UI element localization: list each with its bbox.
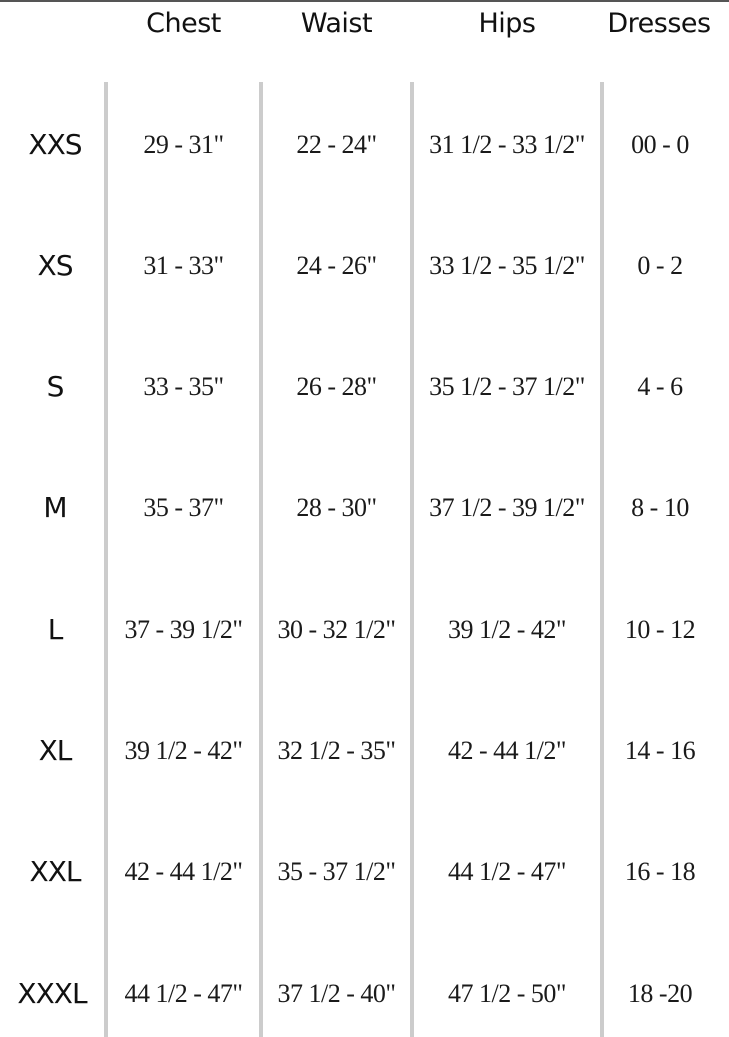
dresses-value: 8 - 10	[631, 493, 689, 522]
chest-value: 44 1/2 - 47"	[124, 979, 243, 1008]
dresses-value: 14 - 16	[624, 736, 696, 765]
header-waist: Waist	[300, 8, 373, 39]
waist-value: 28 - 30"	[296, 493, 377, 522]
waist-value: 30 - 32 1/2"	[277, 615, 396, 644]
size-row-xs	[0, 236, 729, 296]
dresses-value: 00 - 0	[631, 130, 689, 159]
dresses-value: 4 - 6	[637, 372, 683, 401]
size-row-xl	[0, 721, 729, 781]
size-label: L	[47, 613, 63, 646]
hips-value: 47 1/2 - 50"	[448, 979, 566, 1008]
chest-value: 29 - 31"	[143, 130, 224, 159]
chest-value: 37 - 39 1/2"	[124, 615, 243, 644]
chest-value: 31 - 33"	[143, 251, 224, 280]
header-hips: Hips	[478, 8, 536, 39]
waist-value: 24 - 26"	[296, 251, 377, 280]
hips-value: 35 1/2 - 37 1/2"	[429, 372, 585, 401]
size-label: XXXL	[17, 977, 87, 1010]
dresses-value: 18 -20	[627, 979, 693, 1008]
size-label: XXS	[28, 128, 82, 161]
size-row-m	[0, 478, 729, 538]
waist-value: 22 - 24"	[296, 130, 377, 159]
header-dresses: Dresses	[607, 8, 711, 39]
top-rule	[0, 0, 729, 2]
hips-value: 42 - 44 1/2"	[448, 736, 566, 765]
hips-value: 44 1/2 - 47"	[448, 857, 566, 886]
size-row-s	[0, 357, 729, 417]
chest-value: 35 - 37"	[143, 493, 224, 522]
chest-value: 42 - 44 1/2"	[124, 857, 243, 886]
size-row-xxs	[0, 115, 729, 175]
hips-value: 39 1/2 - 42"	[448, 615, 566, 644]
dresses-value: 10 - 12	[624, 615, 696, 644]
dresses-value: 0 - 2	[637, 251, 683, 280]
dresses-value: 16 - 18	[624, 857, 696, 886]
hips-value: 33 1/2 - 35 1/2"	[429, 251, 585, 280]
waist-value: 37 1/2 - 40"	[277, 979, 396, 1008]
hips-value: 37 1/2 - 39 1/2"	[429, 493, 585, 522]
header-chest: Chest	[146, 8, 221, 39]
hips-value: 31 1/2 - 33 1/2"	[429, 130, 585, 159]
size-row-xxl	[0, 842, 729, 902]
waist-value: 32 1/2 - 35"	[277, 736, 396, 765]
size-label: XXL	[29, 855, 81, 888]
waist-value: 26 - 28"	[296, 372, 377, 401]
size-label: XL	[38, 734, 72, 767]
chest-value: 39 1/2 - 42"	[124, 736, 243, 765]
size-row-l	[0, 600, 729, 660]
waist-value: 35 - 37 1/2"	[277, 857, 396, 886]
size-label: XS	[37, 249, 73, 282]
size-label: M	[43, 491, 67, 524]
chest-value: 33 - 35"	[143, 372, 224, 401]
size-row-xxxl	[0, 964, 729, 1024]
size-label: S	[46, 370, 64, 403]
